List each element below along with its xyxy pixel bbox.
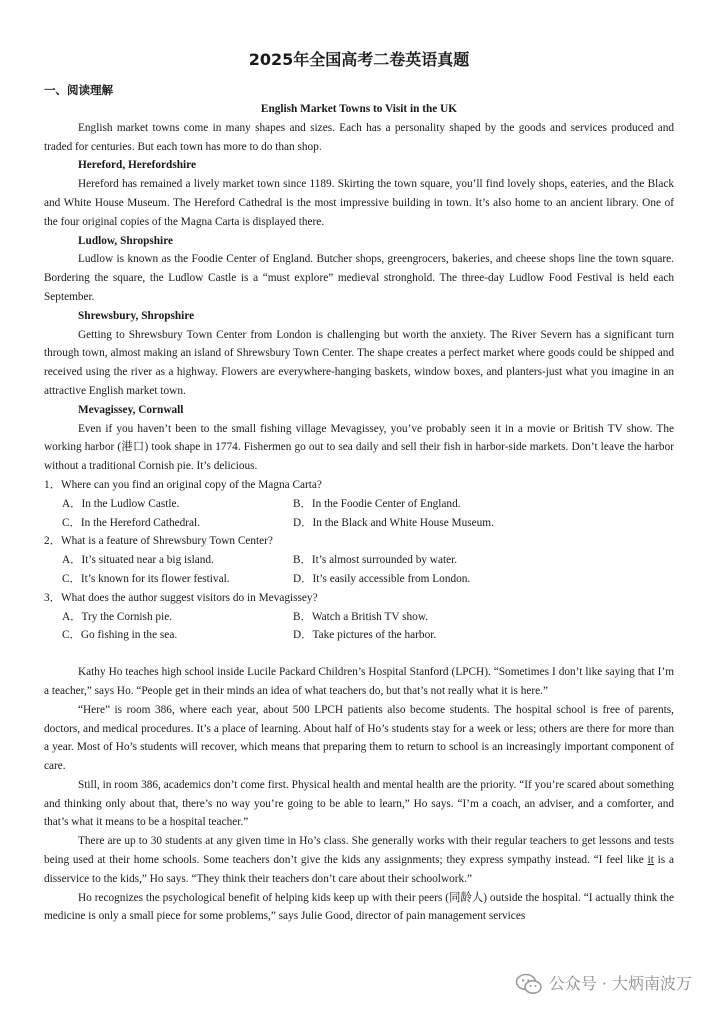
watermark [515,973,692,995]
passage-a-intro: English market towns come in many shapes and sizes. Each has a personality shaped by the goods and services produced and traded for centuries. But each town has more to do than shop. [44,121,674,153]
paragraph-text: is a disservice to the kids,” Ho says. “They think their teachers don’t care about their schoolwork.” [44,854,674,885]
town-heading-hereford: Hereford, Herefordshire [78,159,196,172]
passage-b-paragraph-2: “Here” is room 386, where each year, about 500 LPCH patients also become students. The hospital school is free of parents, doctors, and medical procedures. It’s a place of learning. About half of Ho’s students stay for a week or less; others are there for more than a year. Most of Ho’s students will recover, which means that preparing them to return to school is an increasingly important component of care. [44,703,674,773]
town-heading-shrewsbury: Shrewsbury, Shropshire [78,309,195,322]
question-stem: 1．Where can you find an original copy of the Magna Carta? [44,478,322,491]
underlined-word: it [647,854,654,867]
passage-spacer [44,645,674,663]
exam-page [44,48,674,926]
watermark-text: 公众号 · 大炳南波万 [548,973,692,993]
option-a: A．In the Ludlow Castle. [62,497,180,510]
option-b: B．Watch a British TV show. [293,610,429,623]
option-d: D．In the Black and White House Museum. [293,516,494,529]
question-options [44,608,674,646]
wechat-icon [515,973,543,995]
option-a: A．Try the Cornish pie. [62,610,173,623]
option-c: C．It’s known for its flower festival. [62,572,230,585]
option-d: D．Take pictures of the harbor. [293,629,437,642]
town-heading-ludlow: Ludlow, Shropshire [78,234,174,247]
passage-b-paragraph-1: Kathy Ho teaches high school inside Lucile Packard Children’s Hospital Stanford (LPCH). “Sometimes I don’t like saying that I’m a teacher,” says Ho. “People get in their minds an idea of what teachers do, but that’s not really what it is here.” [44,666,674,697]
section-heading: 一、阅读理解 [44,83,113,97]
option-a: A．It’s situated near a big island. [62,554,214,567]
town-text-hereford: Hereford has remained a lively market town since 1189. Skirting the town square, you’ll find lovely shops, eateries, and the Black and White House Museum. The Hereford Cathedral is the most impressive building in town. It’s also home to an ancient library. One of the four original copies of the Magna Carta is displayed there. [44,178,674,228]
question-stem: 2．What is a feature of Shrewsbury Town Center? [44,535,273,548]
option-d: D．It’s easily accessible from London. [293,572,471,585]
passage-b-paragraph-5: Ho recognizes the psychological benefit of helping kids keep up with their peers (同龄人) outside the hospital. “I actually think the medicine is only a small piece for some problems,” says Julie Good, director of pain management services [44,891,674,923]
question-3 [44,589,674,645]
option-b: B．In the Foodie Center of England. [293,497,461,510]
option-c: C．In the Hereford Cathedral. [62,516,201,529]
page-title: 2025年全国高考二卷英语真题 [248,50,470,69]
passage-b-paragraph-3: Still, in room 386, academics don’t come first. Physical health and mental health are the priority. “If you’re scared about something and thinking only about that, there’s no way you’re going to be able to learn,” Ho says. “I’m a coach, an adviser, and a comforter, and that’s what it means to be a hospital teacher.” [44,778,674,829]
question-options [44,495,674,533]
passage-b-paragraph-4 [44,832,674,888]
town-text-mevagissey: Even if you haven’t been to the small fishing village Mevagissey, you’ve probably seen it in a movie or British TV show. The working harbor (港口) took shape in 1774. Fishermen go out to sea daily and sell their fish in harbor-side markets. Don’t leave the harbor without a traditional Cornish pie. It’s delicious. [44,422,674,473]
question-1 [44,476,674,532]
town-text-ludlow: Ludlow is known as the Foodie Center of England. Butcher shops, greengrocers, bakeries, and cheese shops line the town square. Bordering the square, the Ludlow Castle is a “must explore” medieval stronghold. The three-day Ludlow Food Festival is held each September. [44,253,674,303]
town-heading-mevagissey: Mevagissey, Cornwall [78,403,184,416]
question-options [44,551,674,589]
option-b: B．It’s almost surrounded by water. [293,554,458,567]
option-c: C．Go fishing in the sea. [62,629,178,642]
town-text-shrewsbury: Getting to Shrewsbury Town Center from London is challenging but worth the anxiety. The River Severn has a significant turn through town, almost making an island of Shrewsbury Town Center. The shape creates a perfect market where goods could be shipped and received using the river as a highway. Flowers are everywhere-hanging baskets, window boxes, and planters-just what you imagine in an attractive English market town. [44,328,674,397]
paragraph-text: There are up to 30 students at any given time in Ho’s class. She generally works with their regular teachers to get lessons and tests being used at their home schools. Some teachers don’t give the kids any assignments; they express sympathy instead. “I feel like [44,835,674,867]
passage-a-title: English Market Towns to Visit in the UK [260,103,458,115]
question-2 [44,532,674,588]
question-stem: 3．What does the author suggest visitors do in Mevagissey? [44,591,318,604]
